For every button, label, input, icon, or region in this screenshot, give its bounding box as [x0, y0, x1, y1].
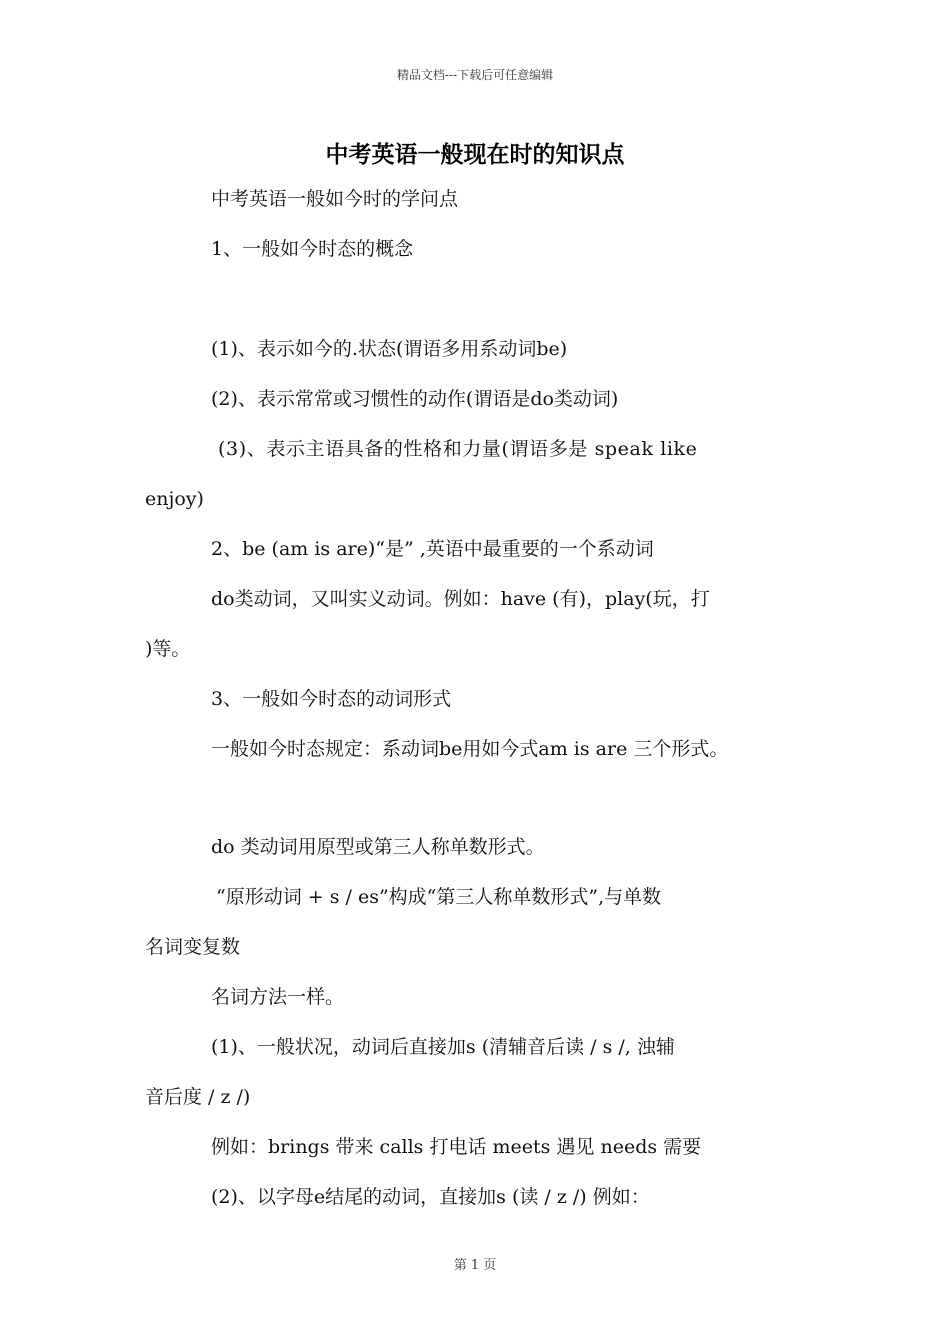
section-1-heading: 1、一般如今时态的概念 — [211, 238, 414, 260]
section-3-heading: 3、一般如今时态的动词形式 — [211, 688, 452, 710]
document-title: 中考英语一般现在时的知识点 — [325, 141, 625, 168]
section-1-item-3: (3)、表示主语具备的性格和力量(谓语多是 speak like — [218, 438, 698, 460]
page-number: 第 1 页 — [453, 1258, 497, 1273]
do-verb-line-continued: )等。 — [145, 638, 191, 660]
do-verb-line: do类动词，又叫实义动词。例如：have (有)，play(玩，打 — [211, 588, 710, 610]
third-person-form-note: 名词方法一样。 — [211, 986, 345, 1008]
third-person-form-line: “原形动词 + s / es”构成“第三人称单数形式”,与单数 — [216, 886, 662, 908]
rule-1-line: (1)、一般状况，动词后直接加s (清辅音后读 / s /, 浊辅 — [211, 1036, 675, 1058]
page-header: 精品文档---下载后可任意编辑 — [396, 68, 554, 82]
rule-2-line: (2)、以字母e结尾的动词，直接加s (读 / z /) 例如： — [211, 1186, 650, 1208]
section-1-item-2: (2)、表示常常或习惯性的动作(谓语是do类动词) — [211, 388, 619, 410]
section-1-item-3-continued: enjoy) — [145, 488, 204, 510]
rule-1-line-continued: 音后度 / z /) — [145, 1086, 251, 1108]
third-person-form-continued: 名词变复数 — [145, 936, 241, 958]
section-2-line: 2、be (am is are)“是” ,英语中最重要的一个系动词 — [211, 538, 654, 560]
section-3-rule: 一般如今时态规定：系动词be用如今式am is are 三个形式。 — [211, 738, 729, 760]
example-1-line: 例如：brings 带来 calls 打电话 meets 遇见 needs 需要 — [211, 1136, 702, 1158]
section-1-item-1: (1)、表示如今的.状态(谓语多用系动词be) — [211, 338, 568, 360]
section-3-do-verb: do 类动词用原型或第三人称单数形式。 — [211, 836, 545, 858]
subtitle-line: 中考英语一般如今时的学问点 — [211, 188, 459, 210]
